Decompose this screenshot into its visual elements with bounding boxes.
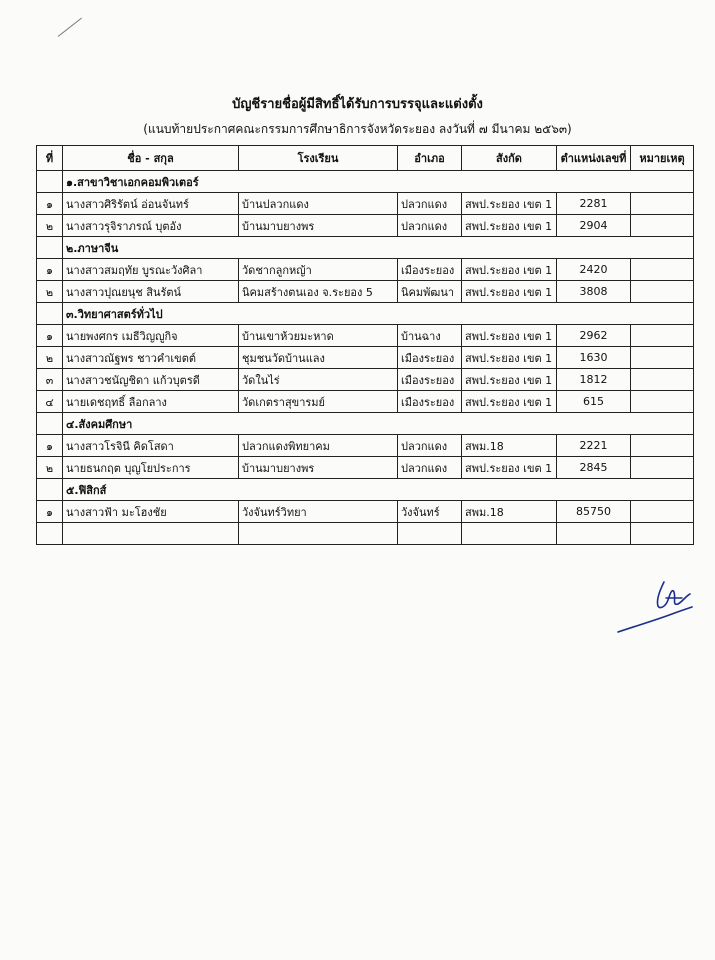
cell-affiliation: สพป.ระยอง เขต 1 bbox=[462, 259, 557, 281]
header-affiliation: สังกัด bbox=[462, 146, 557, 171]
group-row bbox=[37, 171, 694, 193]
group-label: ๒.ภาษาจีน bbox=[63, 237, 694, 259]
cell-district: ปลวกแดง bbox=[398, 457, 462, 479]
cell-no: ๑ bbox=[37, 435, 63, 457]
cell-district: วังจันทร์ bbox=[398, 501, 462, 523]
header-school: โรงเรียน bbox=[239, 146, 398, 171]
cell-note bbox=[631, 391, 694, 413]
table-row bbox=[37, 259, 694, 281]
cell-school: วัดเกตราสุขารมย์ bbox=[239, 391, 398, 413]
paper-mark bbox=[58, 18, 82, 37]
cell-note bbox=[631, 501, 694, 523]
cell-school: ปลวกแดงพิทยาคม bbox=[239, 435, 398, 457]
cell-district: เมืองระยอง bbox=[398, 391, 462, 413]
cell-district: เมืองระยอง bbox=[398, 369, 462, 391]
candidate-table bbox=[36, 145, 694, 545]
cell-position: 2962 bbox=[557, 325, 631, 347]
cell-affiliation: สพป.ระยอง เขต 1 bbox=[462, 457, 557, 479]
cell-no: ๑ bbox=[37, 501, 63, 523]
cell-no: ๑ bbox=[37, 325, 63, 347]
cell-position: 2845 bbox=[557, 457, 631, 479]
group-label: ๑.สาขาวิชาเอกคอมพิวเตอร์ bbox=[63, 171, 694, 193]
cell-name: นายพงศกร เมธีวิญญูกิจ bbox=[63, 325, 239, 347]
group-row bbox=[37, 303, 694, 325]
cell-affiliation: สพป.ระยอง เขต 1 bbox=[462, 325, 557, 347]
group-row bbox=[37, 237, 694, 259]
header-note: หมายเหตุ bbox=[631, 146, 694, 171]
cell-note bbox=[631, 259, 694, 281]
cell-no: ๔ bbox=[37, 391, 63, 413]
header-name: ชื่อ - สกุล bbox=[63, 146, 239, 171]
cell-affiliation: สพม.18 bbox=[462, 435, 557, 457]
cell-school: บ้านปลวกแดง bbox=[239, 193, 398, 215]
cell-position: 2420 bbox=[557, 259, 631, 281]
header-district: อำเภอ bbox=[398, 146, 462, 171]
cell-name: นางสาวโรจินี คิดโสดา bbox=[63, 435, 239, 457]
cell-note bbox=[631, 193, 694, 215]
group-label: ๕.ฟิสิกส์ bbox=[63, 479, 694, 501]
cell-position: 3808 bbox=[557, 281, 631, 303]
cell-no: ๒ bbox=[37, 281, 63, 303]
cell-position: 2904 bbox=[557, 215, 631, 237]
cell-name: นายเดชฤทธิ์ ลือกลาง bbox=[63, 391, 239, 413]
handwritten-signature bbox=[612, 576, 702, 636]
cell-note bbox=[631, 347, 694, 369]
cell-affiliation: สพป.ระยอง เขต 1 bbox=[462, 281, 557, 303]
cell-name: นางสาวศิริรัตน์ อ่อนจันทร์ bbox=[63, 193, 239, 215]
cell-position: 1630 bbox=[557, 347, 631, 369]
cell-position: 2221 bbox=[557, 435, 631, 457]
cell-district: เมืองระยอง bbox=[398, 347, 462, 369]
cell-no: ๒ bbox=[37, 215, 63, 237]
cell-district: บ้านฉาง bbox=[398, 325, 462, 347]
header-no: ที่ bbox=[37, 146, 63, 171]
cell-district: เมืองระยอง bbox=[398, 259, 462, 281]
cell-note bbox=[631, 325, 694, 347]
table-row bbox=[37, 391, 694, 413]
cell-note bbox=[631, 457, 694, 479]
cell-name: นางสาวรุจิราภรณ์ บุตอัง bbox=[63, 215, 239, 237]
table-row bbox=[37, 215, 694, 237]
cell-school: บ้านมาบยางพร bbox=[239, 215, 398, 237]
cell-name: นางสาวปุณยนุช สินรัตน์ bbox=[63, 281, 239, 303]
cell-school: บ้านเขาห้วยมะหาด bbox=[239, 325, 398, 347]
table-row bbox=[37, 435, 694, 457]
table-row bbox=[37, 457, 694, 479]
cell-name: นายธนกฤต บุญโยประการ bbox=[63, 457, 239, 479]
cell-name: นางสาวสมฤทัย บูรณะวังศิลา bbox=[63, 259, 239, 281]
cell-note bbox=[631, 281, 694, 303]
cell-no: ๒ bbox=[37, 347, 63, 369]
table-row bbox=[37, 325, 694, 347]
cell-no: ๑ bbox=[37, 193, 63, 215]
cell-school: ชุมชนวัดบ้านแลง bbox=[239, 347, 398, 369]
table-row bbox=[37, 347, 694, 369]
document-subtitle: (แนบท้ายประกาศคณะกรรมการศึกษาธิการจังหวัดระยอง ลงวันที่ ๗ มีนาคม ๒๕๖๓) bbox=[143, 122, 572, 136]
cell-district: ปลวกแดง bbox=[398, 215, 462, 237]
cell-name: นางสาวณัฐพร ชาวคำเขตต์ bbox=[63, 347, 239, 369]
cell-position: 2281 bbox=[557, 193, 631, 215]
group-label: ๔.สังคมศึกษา bbox=[63, 413, 694, 435]
cell-name: นางสาวชนัญชิดา แก้วบุตรดี bbox=[63, 369, 239, 391]
table-row bbox=[37, 281, 694, 303]
group-row bbox=[37, 413, 694, 435]
cell-note bbox=[631, 215, 694, 237]
cell-district: ปลวกแดง bbox=[398, 193, 462, 215]
cell-district: นิคมพัฒนา bbox=[398, 281, 462, 303]
cell-note bbox=[631, 435, 694, 457]
cell-affiliation: สพป.ระยอง เขต 1 bbox=[462, 193, 557, 215]
group-label: ๓.วิทยาศาสตร์ทั่วไป bbox=[63, 303, 694, 325]
cell-affiliation: สพป.ระยอง เขต 1 bbox=[462, 347, 557, 369]
cell-affiliation: สพม.18 bbox=[462, 501, 557, 523]
cell-no: ๒ bbox=[37, 457, 63, 479]
cell-note bbox=[631, 369, 694, 391]
cell-no: ๓ bbox=[37, 369, 63, 391]
cell-school: บ้านมาบยางพร bbox=[239, 457, 398, 479]
cell-no: ๑ bbox=[37, 259, 63, 281]
cell-name: นางสาวฟ้า มะโฮงชัย bbox=[63, 501, 239, 523]
cell-school: วัดในไร่ bbox=[239, 369, 398, 391]
empty-row bbox=[37, 523, 694, 545]
table-header-row bbox=[37, 146, 694, 171]
group-row bbox=[37, 479, 694, 501]
cell-position: 1812 bbox=[557, 369, 631, 391]
table-row bbox=[37, 369, 694, 391]
table-row bbox=[37, 193, 694, 215]
cell-school: วัดชากลูกหญ้า bbox=[239, 259, 398, 281]
cell-affiliation: สพป.ระยอง เขต 1 bbox=[462, 369, 557, 391]
header-position: ตำแหน่งเลขที่ bbox=[557, 146, 631, 171]
cell-affiliation: สพป.ระยอง เขต 1 bbox=[462, 215, 557, 237]
cell-school: วังจันทร์วิทยา bbox=[239, 501, 398, 523]
cell-district: ปลวกแดง bbox=[398, 435, 462, 457]
cell-school: นิคมสร้างตนเอง จ.ระยอง 5 bbox=[239, 281, 398, 303]
cell-affiliation: สพป.ระยอง เขต 1 bbox=[462, 391, 557, 413]
document-title: บัญชีรายชื่อผู้มีสิทธิ์ได้รับการบรรจุและแต่งตั้ง bbox=[232, 97, 483, 112]
cell-position: 85750 bbox=[557, 501, 631, 523]
cell-position: 615 bbox=[557, 391, 631, 413]
table-row bbox=[37, 501, 694, 523]
